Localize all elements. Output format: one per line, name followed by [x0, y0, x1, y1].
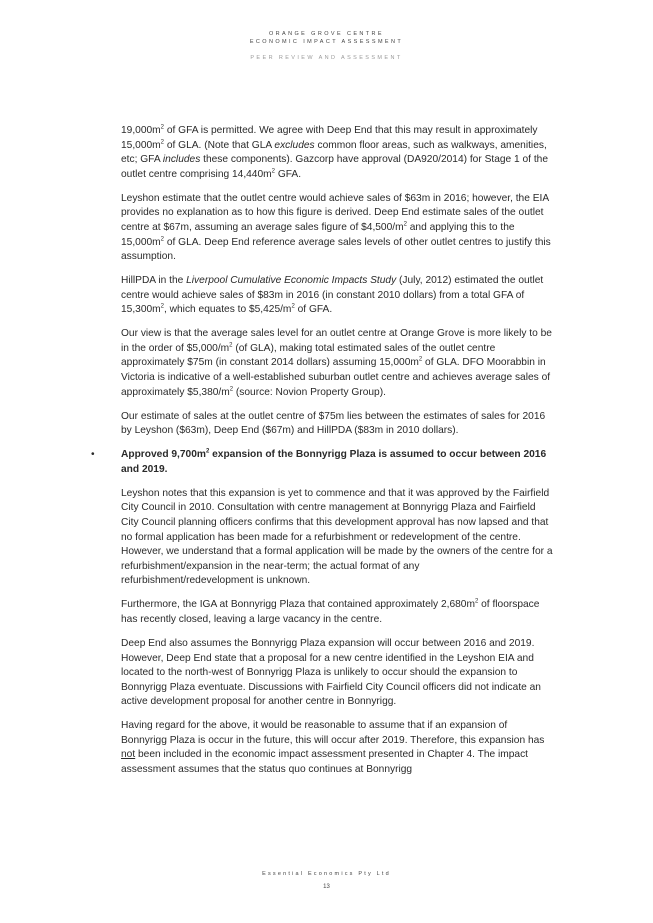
- header-section: PEER REVIEW AND ASSESSMENT: [250, 55, 403, 61]
- page-header: [0, 30, 653, 62]
- paragraph-deep-end: Deep End also assumes the Bonnyrigg Plaza expansion will occur between 2016 and 2019. However, Deep End state that a proposal for a new centre identified in the Leyshon EIA and located to the north-west of Bonnyrigg Plaza is unlikely to occur should the expansion to Bonnyrigg Plaza eventuate. Discussions with Fairfield City Council officers did not indicate an active development proposal for another centre in Bonnyrigg.: [121, 637, 541, 708]
- header-subtitle: ECONOMIC IMPACT ASSESSMENT: [249, 39, 404, 45]
- bullet-item-bonnyrigg: • Approved $9,700m^2$ expansion of the Bonnyrigg Plaza is assumed to occur between 2016 and 2019.: [91, 448, 547, 475]
- paragraph-gfa: $19,000m^2$ of GFA is permitted. We agree with Deep End that this may result in approximately $15,000m^2$ of GLA. (Note that GLA excludes common floor areas, such as walkways, amenities, etc; GFA includes these components). Gazcorp have approval (DA920/2014) for Stage 1 of the outlet centre comprising $14,440m^2$ GFA.: [121, 124, 549, 180]
- paragraph-iga: Furthermore, the IGA at Bonnyrigg Plaza that contained approximately $2,680m^2$ of floorspace has recently closed, leaving a large vacancy in the centre.: [121, 598, 540, 625]
- page-footer: [0, 870, 653, 892]
- page-number: 13: [323, 884, 330, 890]
- document-body: [91, 124, 553, 787]
- paragraph-hillpda: HillPDA in the Liverpool Cumulative Economic Impacts Study (July, 2012) estimated the outlet centre would achieve sales of $83m in 2016 (in constant 2010 dollars) from a total GFA of $15,300m^2$, which equates to $\$5,425/m^2$ of GFA.: [121, 275, 544, 316]
- footer-company: Essential Economics Pty Ltd: [262, 871, 391, 877]
- paragraph-leyshon-notes: Leyshon notes that this expansion is yet to commence and that it was approved by the Fairfield City Council in 2010. Consultation with centre management at Bonnyrigg Plaza and Fairfield City Council planning officers confirms that this development approval has now lapsed and that no formal application has been made for a refurbishment or redevelopment of the centre. However, we understand that a formal application will be made by the owners of the centre for a refurbishment/expansion in the near-term; the actual format of any refurbishment/redevelopment is unknown.: [121, 487, 553, 587]
- paragraph-our-view: Our view is that the average sales level for an outlet centre at Orange Grove is more likely to be in the order of $\$5,000/m^2$ (of GLA), making total estimated sales of the outlet centre approximately $75m (in constant 2014 dollars) assuming $15,000m^2$ of GLA. DFO Moorabbin in Victoria is indicative of a well-established suburban outlet centre and achieves average sales of approximately $\$5,380/m^2$ (source: Novion Property Group).: [121, 328, 552, 398]
- header-title: ORANGE GROVE CENTRE: [269, 31, 384, 37]
- paragraph-our-estimate: Our estimate of sales at the outlet centre of $75m lies between the estimates of sales for 2016 by Leyshon ($63m), Deep End ($67m) and HillPDA ($83m in 2010 dollars).: [121, 410, 546, 437]
- bullet-icon: •: [91, 449, 95, 461]
- paragraph-having-regard: Having regard for the above, it would be reasonable to assume that if an expansion of Bonnyrigg Plaza is occur in the future, this will occur after 2019. Therefore, this expansion has not been included in the economic impact assessment presented in Chapter 4. The impact assessment assumes that the status quo continues at Bonnyrigg: [121, 720, 545, 776]
- paragraph-leyshon-estimate: Leyshon estimate that the outlet centre would achieve sales of $63m in 2016; however, the EIA provides no explanation as to how this figure is derived. Deep End estimate sales of the outlet centre at $67m, assuming an average sales figure of $\$4,500/m^2$ and applying this to the $15,000m^2$ of GLA. Deep End reference average sales levels of other outlet centres to justify this assumption.: [121, 192, 551, 263]
